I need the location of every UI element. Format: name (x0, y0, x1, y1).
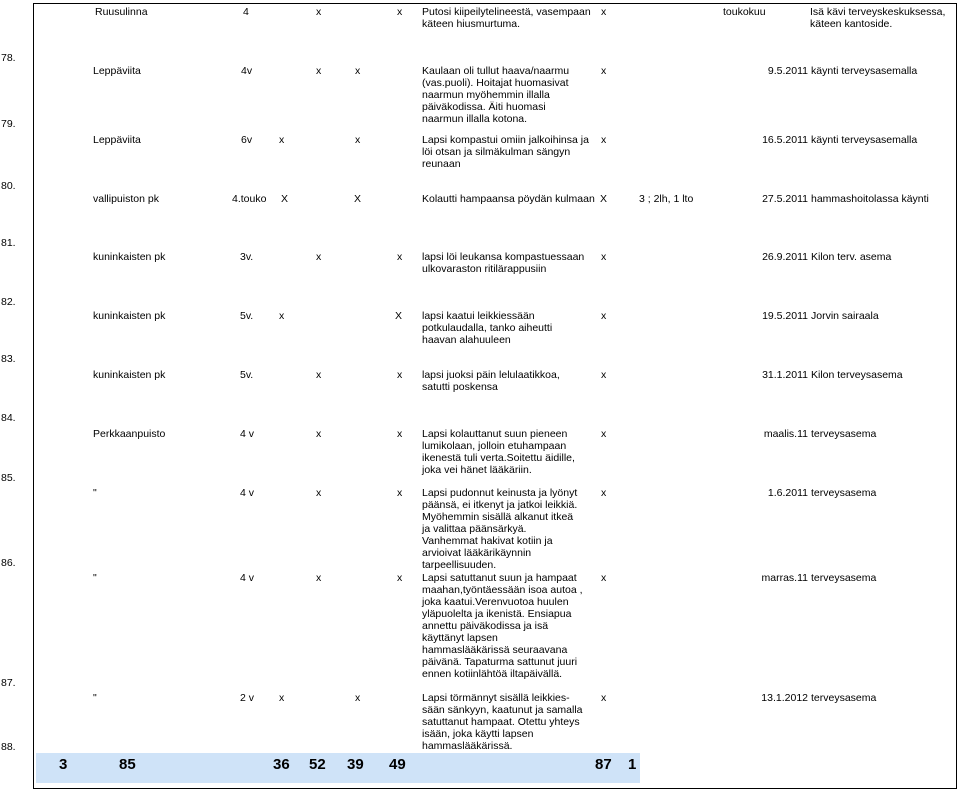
mark-cell: x (601, 428, 607, 440)
note-cell: terveysasema (811, 572, 877, 584)
summary-value: 36 (273, 756, 290, 773)
note-cell: terveysasema (811, 487, 877, 499)
row-number: 85. (1, 472, 16, 484)
place-cell: Perkkaanpuisto (93, 428, 166, 440)
summary-value: 1 (628, 756, 637, 773)
note-cell: Jorvin sairaala (811, 310, 879, 322)
mark-cell: x (279, 692, 285, 704)
description-cell: lapsi juoksi päin lelulaatikkoa, satutti poskensa (422, 369, 560, 393)
description-cell: Putosi kiipeilytelineestä, vasempaan käteen hiusmurtuma. (422, 6, 591, 30)
note-cell: hammashoitolassa käynti (811, 193, 929, 205)
date-cell: 13.1.2012 (761, 692, 808, 704)
row-number: 83. (1, 353, 16, 365)
row-number: 87. (1, 677, 16, 689)
mark-cell: X (600, 193, 608, 205)
mark-cell: x (601, 251, 607, 263)
mark-cell: x (316, 572, 322, 584)
description-cell: lapsi löi leukansa kompastuessaan ulkovaraston ritilärappusiin (422, 251, 585, 275)
age-cell: 5v. (240, 369, 254, 381)
date-cell: 27.5.2011 (762, 193, 808, 205)
description-cell: Lapsi kolauttanut suun pieneen lumikolaan, jolloin etuhampaan ikenestä tuli verta.Soitettu äidille, joka vei hänet lääkäriin. (422, 428, 575, 476)
note-cell: terveysasema (811, 428, 877, 440)
count-cell: 3 ; 2lh, 1 lto (639, 193, 694, 205)
row-number: 82. (1, 296, 16, 308)
date-cell: marras.11 (761, 572, 808, 584)
mark-cell: x (397, 369, 403, 381)
row-number: 86. (1, 557, 16, 569)
date-cell: 9.5.2011 (767, 65, 808, 77)
age-cell: 3v. (240, 251, 254, 263)
mark-cell: x (601, 65, 607, 77)
place-cell: " (93, 572, 97, 584)
note-cell: Kilon terveysasema (811, 369, 903, 381)
mark-cell: x (316, 251, 322, 263)
age-cell: 4 v (240, 487, 255, 499)
mark-cell: x (355, 692, 361, 704)
mark-cell: x (397, 487, 403, 499)
age-cell: 4 v (240, 572, 255, 584)
place-cell: kuninkaisten pk (93, 251, 166, 263)
mark-cell: x (316, 65, 322, 77)
place-cell: Leppäviita (93, 134, 141, 146)
mark-cell: X (281, 193, 289, 205)
date-cell: toukokuu (723, 6, 766, 18)
place-cell: kuninkaisten pk (93, 310, 166, 322)
place-cell: Leppäviita (93, 65, 141, 77)
age-cell: 4 (243, 6, 249, 18)
mark-cell: x (601, 487, 607, 499)
mark-cell: x (601, 369, 607, 381)
age-cell: 5v. (240, 310, 254, 322)
mark-cell: x (601, 572, 607, 584)
date-cell: 16.5.2011 (762, 134, 808, 146)
summary-value: 52 (309, 756, 326, 773)
description-cell: Lapsi törmännyt sisällä leikkies-sään sänkyyn, kaatunut ja samalla satuttanut hampaat. Otettu yhteys isään, joka käytti lapsen hammaslääkärissä. (422, 692, 583, 752)
summary-value: 85 (119, 756, 136, 773)
row-number: 88. (1, 741, 16, 753)
mark-cell: X (395, 310, 403, 322)
date-cell: 31.1.2011 (762, 369, 808, 381)
age-cell: 4 v (240, 428, 255, 440)
summary-value: 3 (59, 756, 68, 773)
note-cell: käynti terveysasemalla (811, 134, 918, 146)
place-cell: " (93, 692, 97, 704)
place-cell: kuninkaisten pk (93, 369, 166, 381)
date-cell: maalis.11 (763, 428, 808, 440)
age-cell: 2 v (240, 692, 255, 704)
mark-cell: x (279, 310, 285, 322)
note-cell: käynti terveysasemalla (811, 65, 918, 77)
mark-cell: x (601, 6, 607, 18)
mark-cell: x (355, 65, 361, 77)
description-cell: Lapsi kompastui omiin jalkoihinsa ja löi otsan ja silmäkulman sängyn reunaan (422, 134, 589, 170)
description-cell: Kolautti hampaansa pöydän kulmaan (422, 193, 595, 205)
place-cell: " (93, 487, 97, 499)
mark-cell: x (355, 134, 361, 146)
mark-cell: x (397, 572, 403, 584)
row-number: 78. (1, 52, 16, 64)
summary-value: 39 (347, 756, 364, 773)
date-cell: 1.6.2011 (767, 487, 808, 499)
description-cell: lapsi kaatui leikkiessään potkulaudalla, tanko aiheutti haavan alahuuleen (422, 310, 553, 346)
age-cell: 4.touko (232, 193, 267, 205)
age-cell: 4v (241, 65, 253, 77)
mark-cell: x (279, 134, 285, 146)
mark-cell: x (316, 428, 322, 440)
mark-cell: X (354, 193, 362, 205)
mark-cell: x (601, 134, 607, 146)
mark-cell: x (316, 6, 322, 18)
row-number: 81. (1, 237, 16, 249)
age-cell: 6v (241, 134, 253, 146)
mark-cell: x (397, 251, 403, 263)
note-cell: Isä kävi terveyskeskuksessa, käteen kantoside. (810, 6, 946, 30)
mark-cell: x (316, 369, 322, 381)
place-cell: vallipuiston pk (93, 193, 159, 205)
place-cell: Ruusulinna (95, 6, 148, 18)
mark-cell: x (601, 692, 607, 704)
note-cell: Kilon terv. asema (811, 251, 892, 263)
row-number: 80. (1, 180, 16, 192)
note-cell: terveysasema (811, 692, 877, 704)
description-cell: Kaulaan oli tullut haava/naarmu (vas.puoli). Hoitajat huomasivat naarmun myöhemmin illalla päiväkodissa. Äiti huomasi naarmun illalla kotona. (422, 65, 570, 125)
description-cell: Lapsi satuttanut suun ja hampaat maahan,työntäessään isoa autoa , joka kaatui.Verenvuotoa huulen yläpuolelta ja ikenistä. Ensiapua annettu päiväkodissa ja isä käyttänyt lapsen hammaslääkärissä seuraavana päivänä. Tapaturma sattunut juuri ennen kotiinlähtöä iltapäivällä. (422, 572, 583, 680)
summary-value: 87 (595, 756, 612, 773)
date-cell: 19.5.2011 (762, 310, 808, 322)
mark-cell: x (397, 428, 403, 440)
description-cell: Lapsi pudonnut keinusta ja lyönyt päänsä, ei itkenyt ja jatkoi leikkiä. Myöhemmin sisällä alkanut itkeä ja valittaa päänsärkyä. Vanhemmat hakivat kotiin ja arvioivat lääkärikäynnin tarpeellisuuden. (422, 487, 578, 571)
mark-cell: x (601, 310, 607, 322)
mark-cell: x (316, 487, 322, 499)
row-number: 84. (1, 412, 16, 424)
date-cell: 26.9.2011 (762, 251, 808, 263)
mark-cell: x (397, 6, 403, 18)
row-number: 79. (1, 118, 16, 130)
summary-value: 49 (389, 756, 406, 773)
